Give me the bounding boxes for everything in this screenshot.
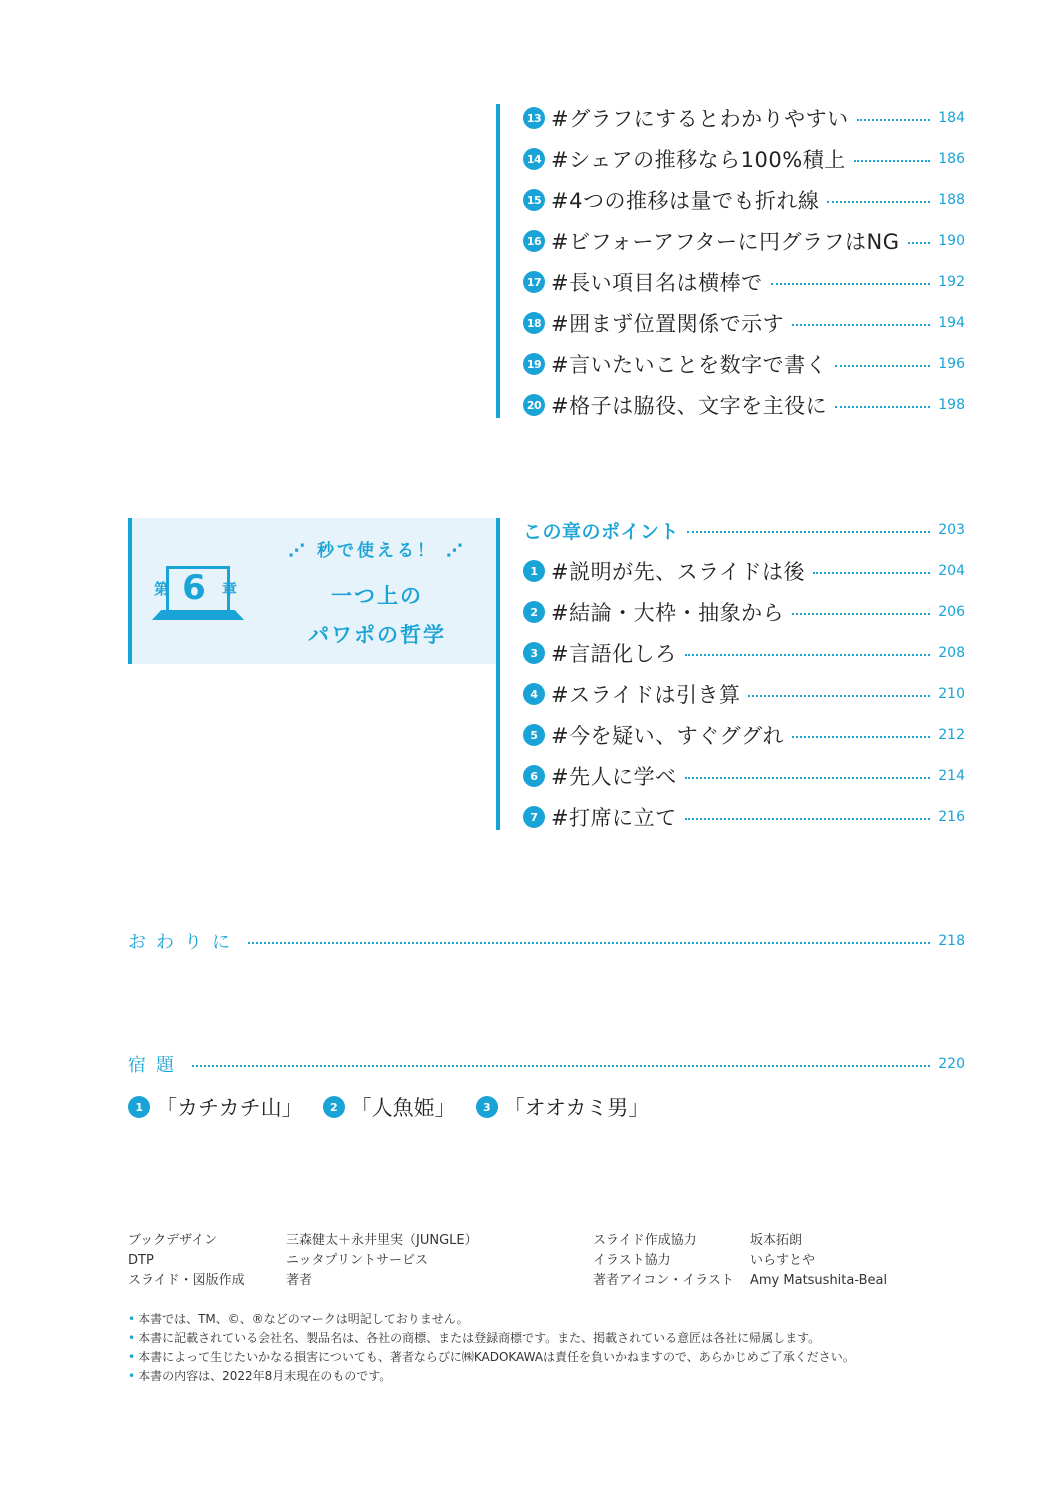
toc-item-title: #言語化しろ: [551, 642, 677, 666]
homework-page: 220: [938, 1056, 965, 1072]
toc-item-page: 198: [938, 397, 965, 413]
leader-dots: [792, 324, 930, 326]
credit-label: ブックデザイン: [128, 1233, 218, 1248]
toc-item-page: 192: [938, 274, 965, 290]
item-number-badge: 18: [523, 312, 545, 334]
toc-item-page: 190: [938, 233, 965, 249]
leader-dots: [685, 777, 931, 779]
toc-item[interactable]: [523, 184, 965, 216]
note-line: [128, 1348, 855, 1367]
leader-dots: [854, 160, 931, 162]
toc-item[interactable]: [523, 719, 965, 751]
chapter-number: 6: [182, 568, 206, 608]
toc-homework[interactable]: [128, 1048, 965, 1080]
toc-item-page: 204: [938, 563, 965, 579]
toc-item-title: #説明が先、スライドは後: [551, 560, 805, 584]
item-number-badge: 7: [523, 806, 545, 828]
leader-dots: [748, 695, 930, 697]
credits-left-labels: [128, 1231, 245, 1291]
leader-dots: [192, 1065, 930, 1067]
leader-dots: [685, 654, 931, 656]
item-number-badge: 16: [523, 230, 545, 252]
toc-item[interactable]: [523, 307, 965, 339]
bullet-icon: •: [128, 1331, 136, 1345]
legal-notes: [128, 1310, 855, 1386]
bullet-icon: •: [128, 1369, 136, 1383]
chapter-tagline-text: 秒で使える！: [317, 541, 437, 561]
credit-value: Amy Matsushita-Beal: [750, 1273, 888, 1288]
credit-value: 著者: [286, 1273, 313, 1288]
toc-item-page: 196: [938, 356, 965, 372]
monitor-stand-icon: [152, 610, 244, 620]
homework-item[interactable]: [128, 1092, 303, 1122]
item-number-badge: 3: [523, 642, 545, 664]
item-number-badge: 13: [523, 107, 545, 129]
toc-item[interactable]: [523, 225, 965, 257]
note-text: 本書によって生じたいかなる損害についても、著者ならびに㈱KADOKAWAは責任を負いかねますので、あらかじめご了承ください。: [138, 1350, 855, 1364]
note-text: 本書に記載されている会社名、製品名は、各社の商標、または登録商標です。また、掲載されている意匠は各社に帰属します。: [138, 1331, 821, 1345]
item-number-badge: 2: [523, 601, 545, 623]
toc-item[interactable]: [523, 266, 965, 298]
toc-item-title: #結論・大枠・抽象から: [551, 601, 785, 625]
homework-item[interactable]: [476, 1092, 650, 1122]
note-line: [128, 1367, 855, 1386]
toc-item[interactable]: [523, 348, 965, 380]
toc-item[interactable]: [523, 678, 965, 710]
item-number-badge: 5: [523, 724, 545, 746]
toc-item-title: #先人に学べ: [551, 765, 677, 789]
toc-item-title: #4つの推移は量でも折れ線: [551, 189, 820, 213]
item-number-badge: 15: [523, 189, 545, 211]
toc-item[interactable]: [523, 801, 965, 833]
homework-item-title: 「カチカチ山」: [156, 1096, 303, 1120]
credit-label: スライド作成協力: [593, 1233, 697, 1248]
item-number-badge: 17: [523, 271, 545, 293]
leader-dots: [771, 283, 931, 285]
item-number-badge: 6: [523, 765, 545, 787]
afterword-page: 218: [938, 933, 965, 949]
credits-left-values: [286, 1231, 478, 1291]
credits-right-values: [750, 1231, 887, 1291]
toc-item-page: 186: [938, 151, 965, 167]
leader-dots: [857, 119, 931, 121]
toc-item-title: #長い項目名は横棒で: [551, 271, 763, 295]
toc-item[interactable]: [523, 143, 965, 175]
toc-item-page: 212: [938, 727, 965, 743]
toc-item-page: 214: [938, 768, 965, 784]
toc-item-page: 206: [938, 604, 965, 620]
homework-item-title: 「オオカミ男」: [503, 1096, 650, 1120]
note-text: 本書では、TM、©、®などのマークは明記しておりません。: [138, 1312, 469, 1326]
toc-item-title: #今を疑い、すぐググれ: [551, 724, 785, 748]
credits-right-labels: [593, 1231, 734, 1291]
bullet-icon: •: [128, 1350, 136, 1364]
item-number-badge: 1: [128, 1096, 150, 1118]
leader-dots: [813, 572, 930, 574]
chapter-6-header: [128, 518, 500, 664]
toc-item-page: 216: [938, 809, 965, 825]
toc-afterword[interactable]: [128, 925, 965, 957]
credit-label: 著者アイコン・イラスト: [593, 1273, 734, 1288]
item-number-badge: 19: [523, 353, 545, 375]
homework-item[interactable]: [323, 1092, 456, 1122]
homework-list: [128, 1092, 669, 1122]
chapter-tagline: [272, 536, 482, 561]
leader-dots: [687, 531, 930, 533]
chapter-title-line1: 一つ上の: [331, 584, 423, 608]
item-number-badge: 1: [523, 560, 545, 582]
toc-item-page: 210: [938, 686, 965, 702]
toc-item[interactable]: [523, 637, 965, 669]
item-number-badge: 2: [323, 1096, 345, 1118]
note-text: 本書の内容は、2022年8月末現在のものです。: [138, 1369, 392, 1383]
item-number-badge: 14: [523, 148, 545, 170]
leader-dots: [248, 942, 930, 944]
leader-dots: [835, 406, 930, 408]
toc-item-title: #言いたいことを数字で書く: [551, 353, 828, 377]
item-number-badge: 3: [476, 1096, 498, 1118]
toc-item-title: #囲まず位置関係で示す: [551, 312, 785, 336]
homework-title: 宿題: [128, 1055, 184, 1076]
homework-item-title: 「人魚姫」: [350, 1096, 456, 1120]
note-line: [128, 1310, 855, 1329]
toc-item-title: #ビフォーアフターに円グラフはNG: [551, 230, 900, 254]
toc-top-bar: [496, 104, 500, 418]
note-line: [128, 1329, 855, 1348]
credit-value: いらすとや: [750, 1253, 816, 1268]
toc-item-page: 208: [938, 645, 965, 661]
toc-points-page: 203: [938, 522, 965, 538]
toc-item-title: #スライドは引き算: [551, 683, 741, 707]
item-number-badge: 20: [523, 394, 545, 416]
leader-dots: [835, 365, 930, 367]
leader-dots: [792, 613, 930, 615]
bullet-icon: •: [128, 1312, 136, 1326]
leader-dots: [685, 818, 931, 820]
toc-item-title: #格子は脇役、文字を主役に: [551, 394, 828, 418]
toc-item[interactable]: [523, 760, 965, 792]
sparkle-left-icon: ⋰: [288, 541, 317, 561]
toc-item[interactable]: [523, 102, 965, 134]
leader-dots: [908, 242, 931, 244]
toc-item-title: #打席に立て: [551, 806, 677, 830]
leader-dots: [827, 201, 930, 203]
credit-value: ニッタプリントサービス: [286, 1253, 428, 1268]
toc-item[interactable]: [523, 596, 965, 628]
toc-item-title: #グラフにするとわかりやすい: [551, 107, 849, 131]
toc-item-page: 194: [938, 315, 965, 331]
credit-label: DTP: [128, 1253, 154, 1268]
chapter-label-dai: 第: [154, 580, 170, 598]
sparkle-right-icon: ⋰: [437, 541, 466, 561]
afterword-title: おわりに: [128, 932, 240, 953]
toc-item[interactable]: [523, 555, 965, 587]
credit-label: イラスト協力: [593, 1253, 671, 1268]
chapter-title-line2: パワポの哲学: [308, 623, 446, 647]
toc-item-page: 188: [938, 192, 965, 208]
toc-chapter-bar: [496, 518, 500, 830]
toc-item-title: #シェアの推移なら100%積上: [551, 148, 846, 172]
toc-points-title: この章のポイント: [523, 520, 680, 543]
chapter-label-sho: 章: [222, 580, 238, 598]
toc-item-page: 184: [938, 110, 965, 126]
item-number-badge: 4: [523, 683, 545, 705]
toc-item[interactable]: [523, 389, 965, 421]
toc-points[interactable]: [523, 514, 965, 546]
leader-dots: [792, 736, 930, 738]
credit-value: 三森健太＋永井里実（JUNGLE）: [286, 1233, 478, 1248]
credit-label: スライド・図版作成: [128, 1273, 245, 1288]
credit-value: 坂本拓朗: [750, 1233, 803, 1248]
